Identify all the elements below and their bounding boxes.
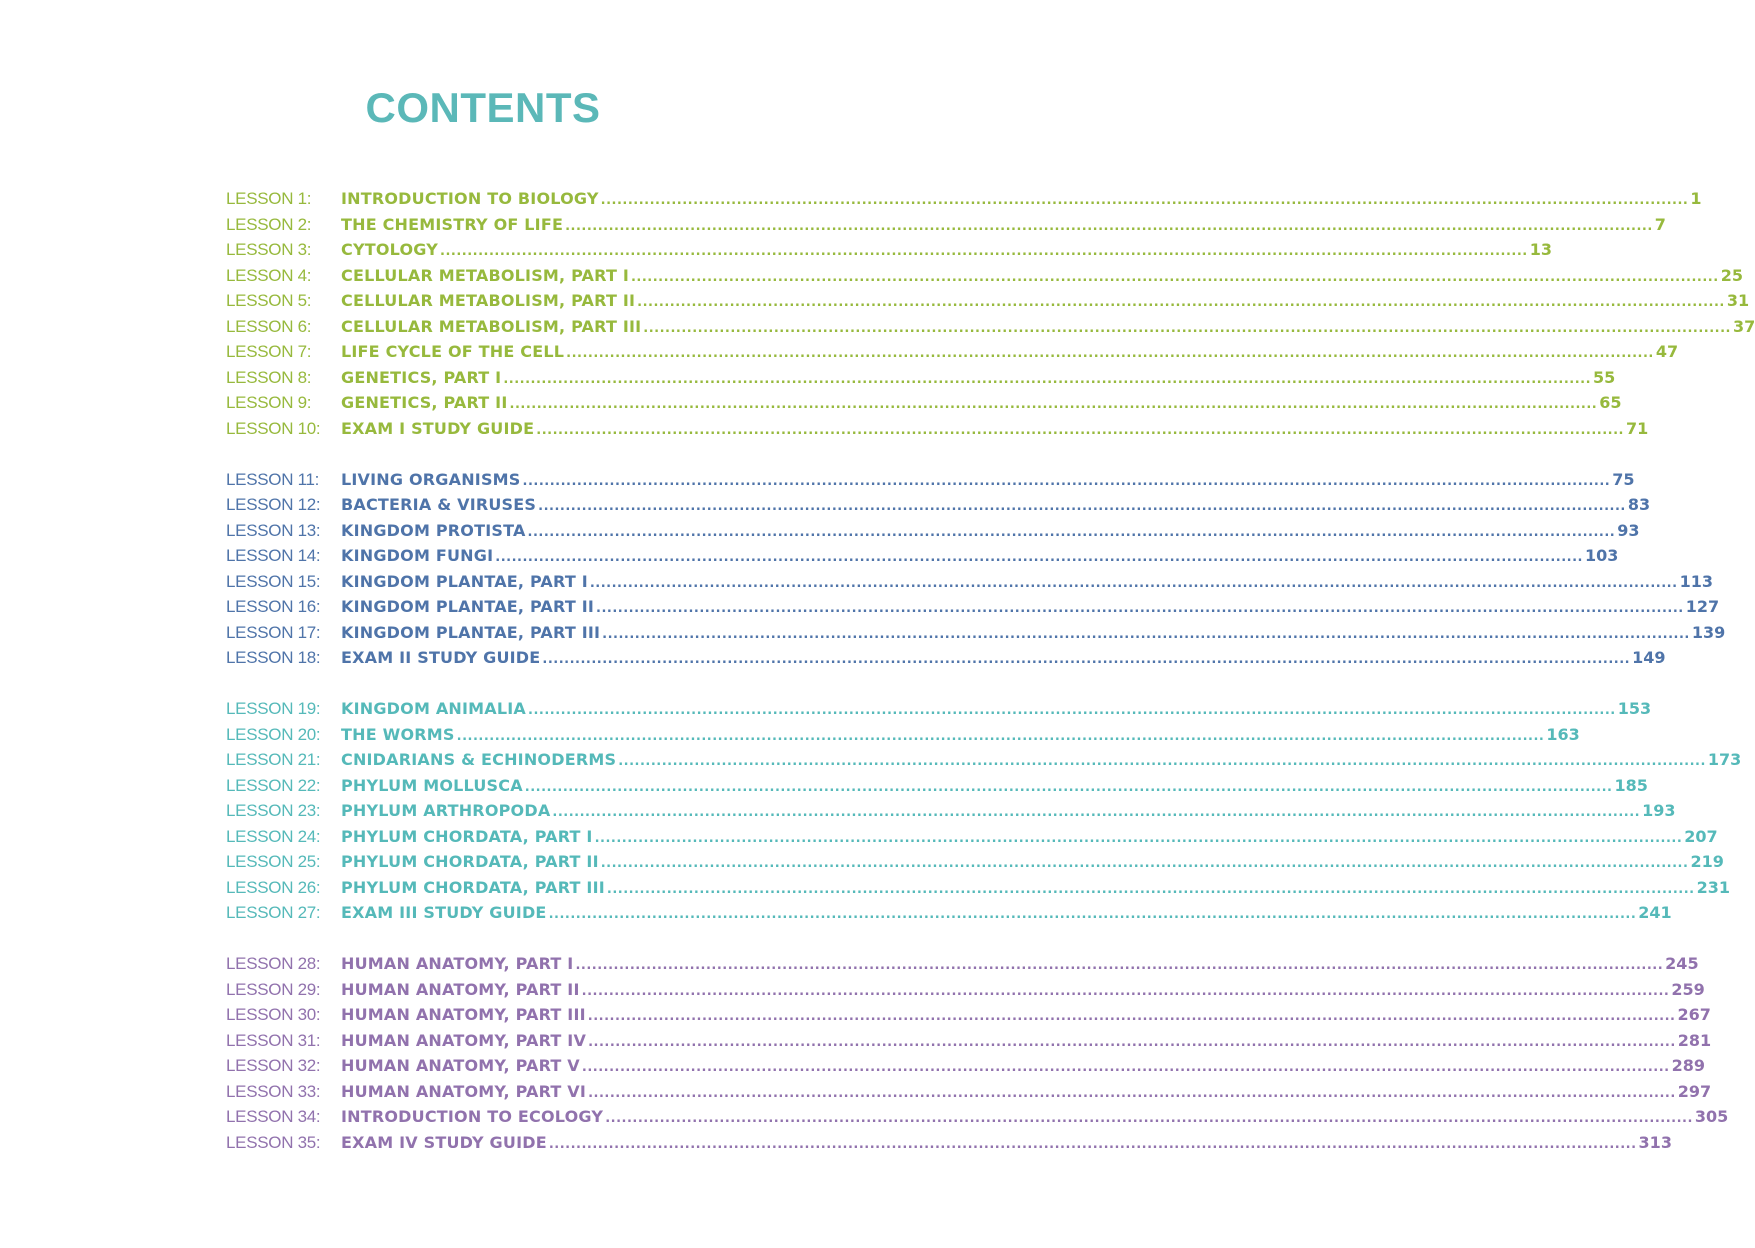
page-number: 193: [1642, 801, 1676, 820]
page-number: 7: [1654, 214, 1666, 234]
dot-leader: ........................................................................................................................................................................................................: [538, 499, 1626, 514]
page-number: 313: [1638, 1132, 1672, 1152]
dot-leader: ........................................................................................................................................................................................................: [565, 218, 1653, 234]
toc-entry[interactable]: [226, 875, 1730, 901]
toc-entry[interactable]: [226, 212, 1666, 238]
dot-leader: ........................................................................................................................................................................................................: [588, 1034, 1676, 1050]
lesson-title: CYTOLOGY: [341, 240, 439, 259]
toc-entry[interactable]: [226, 696, 1652, 722]
dot-leader: ........................................................................................................................................................................................................: [440, 244, 1528, 259]
lesson-number: LESSON 7:: [226, 342, 312, 361]
lesson-title: GENETICS, PART I: [341, 367, 502, 387]
lesson-title: EXAM IV STUDY GUIDE: [341, 1132, 547, 1152]
toc-entry[interactable]: [226, 849, 1724, 875]
page-number: 55: [1593, 367, 1616, 387]
lesson-number: LESSON 3:: [226, 240, 312, 259]
page-number: 289: [1671, 1056, 1706, 1075]
lesson-title: PHYLUM CHORDATA, PART II: [341, 852, 599, 871]
toc-entry[interactable]: [226, 722, 1580, 748]
toc-entry[interactable]: [226, 467, 1635, 493]
toc-entry[interactable]: [226, 1104, 1729, 1130]
lesson-number: LESSON 34:: [226, 1107, 321, 1126]
toc-entry[interactable]: [226, 773, 1648, 799]
dot-leader: ........................................................................................................................................................................................................: [637, 295, 1725, 310]
page-number: 75: [1612, 469, 1635, 489]
lesson-title: EXAM II STUDY GUIDE: [341, 648, 541, 667]
lesson-number: LESSON 5:: [226, 291, 312, 310]
page-number: 149: [1632, 648, 1666, 667]
page-number: 127: [1685, 597, 1720, 616]
toc-entry[interactable]: [226, 1002, 1711, 1028]
dot-leader: ........................................................................................................................................................................................................: [548, 907, 1637, 922]
toc-entry[interactable]: [226, 569, 1713, 595]
dot-leader: ........................................................................................................................................................................................................: [524, 779, 1613, 795]
toc-entry[interactable]: [226, 798, 1676, 824]
lesson-title: KINGDOM PLANTAE, PART I: [341, 571, 588, 591]
dot-leader: ........................................................................................................................................................................................................: [602, 626, 1690, 642]
toc-entry[interactable]: [226, 951, 1699, 977]
page-number: 153: [1617, 699, 1652, 718]
dot-leader: ........................................................................................................................................................................................................: [600, 856, 1689, 871]
toc-section: [226, 696, 1742, 926]
lesson-number: LESSON 21:: [226, 750, 321, 769]
dot-leader: ........................................................................................................................................................................................................: [542, 652, 1631, 667]
lesson-number: LESSON 9:: [226, 393, 312, 412]
dot-leader: ........................................................................................................................................................................................................: [528, 703, 1616, 718]
toc-entry[interactable]: [226, 288, 1750, 314]
page-number: 93: [1617, 520, 1640, 540]
lesson-title: LIVING ORGANISMS: [341, 469, 521, 489]
toc-entry[interactable]: [226, 390, 1622, 416]
page-number: 47: [1655, 342, 1679, 361]
page-number: 231: [1696, 877, 1730, 897]
page-number: 103: [1584, 546, 1619, 565]
lesson-number: LESSON 19:: [226, 699, 321, 718]
toc-entry[interactable]: [226, 492, 1651, 518]
lesson-number: LESSON 32:: [226, 1056, 321, 1075]
page-number: 305: [1694, 1107, 1729, 1126]
toc-entry[interactable]: [226, 824, 1718, 850]
dot-leader: ........................................................................................................................................................................................................: [606, 881, 1695, 897]
lesson-number: LESSON 35:: [226, 1132, 321, 1152]
lesson-title: CELLULAR METABOLISM, PART III: [341, 316, 642, 336]
toc-entry[interactable]: [226, 365, 1616, 391]
toc-entry[interactable]: [226, 1130, 1672, 1156]
lesson-title: KINGDOM FUNGI: [341, 546, 494, 565]
toc-entry[interactable]: [226, 314, 1755, 340]
page-number: 297: [1677, 1081, 1712, 1101]
lesson-number: LESSON 29:: [226, 979, 321, 999]
lesson-title: CNIDARIANS & ECHINODERMS: [341, 750, 617, 769]
lesson-number: LESSON 20:: [226, 724, 321, 744]
dot-leader: ........................................................................................................................................................................................................: [536, 422, 1624, 438]
dot-leader: ........................................................................................................................................................................................................: [596, 601, 1684, 616]
lesson-number: LESSON 24:: [226, 826, 321, 846]
lesson-number: LESSON 14:: [226, 546, 321, 565]
page-number: 1: [1690, 189, 1702, 208]
dot-leader: ........................................................................................................................................................................................................: [587, 1009, 1676, 1024]
lesson-title: HUMAN ANATOMY, PART IV: [341, 1030, 587, 1050]
toc-entry[interactable]: [226, 594, 1720, 620]
toc-entry[interactable]: [226, 977, 1705, 1003]
lesson-number: LESSON 18:: [226, 648, 321, 667]
lesson-number: LESSON 2:: [226, 214, 312, 234]
lesson-title: HUMAN ANATOMY, PART III: [341, 1005, 586, 1024]
toc-entry[interactable]: [226, 263, 1743, 289]
dot-leader: ........................................................................................................................................................................................................: [503, 371, 1592, 387]
lesson-title: KINGDOM PLANTAE, PART III: [341, 622, 601, 642]
dot-leader: ........................................................................................................................................................................................................: [643, 320, 1731, 336]
page-title: CONTENTS: [365, 84, 601, 131]
dot-leader: ........................................................................................................................................................................................................: [509, 397, 1598, 412]
lesson-number: LESSON 31:: [226, 1030, 321, 1050]
page-number: 245: [1665, 954, 1699, 973]
lesson-title: INTRODUCTION TO BIOLOGY: [341, 189, 599, 208]
page-number: 281: [1677, 1030, 1712, 1050]
toc-section: [226, 186, 1755, 441]
lesson-title: PHYLUM CHORDATA, PART I: [341, 826, 593, 846]
toc-entry[interactable]: [226, 237, 1553, 263]
page-number: 83: [1627, 495, 1651, 514]
lesson-title: HUMAN ANATOMY, PART VI: [341, 1081, 587, 1101]
page-number: 37: [1733, 316, 1755, 336]
dot-leader: ........................................................................................................................................................................................................: [630, 269, 1719, 285]
lesson-number: LESSON 12:: [226, 495, 321, 514]
page-number: 13: [1529, 240, 1553, 259]
page-number: 25: [1720, 265, 1743, 285]
dot-leader: ........................................................................................................................................................................................................: [566, 346, 1654, 361]
dot-leader: ........................................................................................................................................................................................................: [588, 1085, 1676, 1101]
lesson-title: THE WORMS: [341, 724, 455, 744]
lesson-number: LESSON 28:: [226, 954, 321, 973]
lesson-number: LESSON 25:: [226, 852, 321, 871]
lesson-title: THE CHEMISTRY OF LIFE: [341, 214, 564, 234]
lesson-number: LESSON 15:: [226, 571, 321, 591]
lesson-title: LIFE CYCLE OF THE CELL: [341, 342, 565, 361]
lesson-title: PHYLUM CHORDATA, PART III: [341, 877, 605, 897]
toc-entry[interactable]: [226, 1028, 1712, 1054]
page-number: 71: [1625, 418, 1649, 438]
dot-leader: ........................................................................................................................................................................................................: [495, 550, 1583, 565]
dot-leader: ........................................................................................................................................................................................................: [594, 830, 1683, 846]
table-of-contents: [226, 186, 1755, 1181]
dot-leader: ........................................................................................................................................................................................................: [575, 958, 1664, 973]
dot-leader: ........................................................................................................................................................................................................: [527, 524, 1616, 540]
page-number: 163: [1546, 724, 1580, 744]
lesson-title: BACTERIA & VIRUSES: [341, 495, 537, 514]
toc-section: [226, 951, 1729, 1155]
toc-entry[interactable]: [226, 1053, 1706, 1079]
dot-leader: ........................................................................................................................................................................................................: [552, 805, 1641, 820]
lesson-title: EXAM III STUDY GUIDE: [341, 903, 547, 922]
lesson-title: GENETICS, PART II: [341, 393, 508, 412]
dot-leader: ........................................................................................................................................................................................................: [618, 754, 1706, 769]
dot-leader: ........................................................................................................................................................................................................: [589, 575, 1678, 591]
page-number: 259: [1671, 979, 1705, 999]
toc-entry[interactable]: [226, 1079, 1712, 1105]
page-number: 113: [1679, 571, 1713, 591]
lesson-title: KINGDOM PLANTAE, PART II: [341, 597, 595, 616]
lesson-title: PHYLUM MOLLUSCA: [341, 775, 523, 795]
lesson-title: KINGDOM PROTISTA: [341, 520, 526, 540]
lesson-number: LESSON 8:: [226, 367, 312, 387]
lesson-number: LESSON 17:: [226, 622, 321, 642]
lesson-title: PHYLUM ARTHROPODA: [341, 801, 551, 820]
lesson-number: LESSON 6:: [226, 316, 312, 336]
lesson-number: LESSON 4:: [226, 265, 312, 285]
toc-entry[interactable]: [226, 620, 1726, 646]
lesson-title: INTRODUCTION TO ECOLOGY: [341, 1107, 604, 1126]
toc-entry[interactable]: [226, 645, 1666, 671]
dot-leader: ........................................................................................................................................................................................................: [600, 193, 1689, 208]
lesson-title: HUMAN ANATOMY, PART II: [341, 979, 580, 999]
toc-section: [226, 467, 1726, 671]
page-number: 185: [1614, 775, 1648, 795]
page-number: 267: [1677, 1005, 1711, 1024]
lesson-number: LESSON 13:: [226, 520, 321, 540]
lesson-number: LESSON 27:: [226, 903, 321, 922]
dot-leader: ........................................................................................................................................................................................................: [548, 1136, 1637, 1152]
toc-entry[interactable]: [226, 747, 1742, 773]
toc-entry[interactable]: [226, 416, 1649, 442]
lesson-title: EXAM I STUDY GUIDE: [341, 418, 535, 438]
lesson-number: LESSON 22:: [226, 775, 321, 795]
toc-entry[interactable]: [226, 339, 1679, 365]
lesson-number: LESSON 26:: [226, 877, 321, 897]
lesson-number: LESSON 23:: [226, 801, 321, 820]
dot-leader: ........................................................................................................................................................................................................: [522, 473, 1611, 489]
lesson-title: HUMAN ANATOMY, PART I: [341, 954, 574, 973]
lesson-number: LESSON 16:: [226, 597, 321, 616]
lesson-number: LESSON 1:: [226, 189, 312, 208]
lesson-title: HUMAN ANATOMY, PART V: [341, 1056, 580, 1075]
toc-entry[interactable]: [226, 900, 1672, 926]
page-number: 241: [1638, 903, 1672, 922]
page-number: 31: [1726, 291, 1750, 310]
page-number: 65: [1599, 393, 1622, 412]
lesson-title: CELLULAR METABOLISM, PART II: [341, 291, 636, 310]
page-number: 219: [1690, 852, 1724, 871]
dot-leader: ........................................................................................................................................................................................................: [581, 983, 1670, 999]
page-number: 139: [1691, 622, 1726, 642]
lesson-number: LESSON 30:: [226, 1005, 321, 1024]
lesson-title: CELLULAR METABOLISM, PART I: [341, 265, 629, 285]
lesson-title: KINGDOM ANIMALIA: [341, 699, 527, 718]
dot-leader: ........................................................................................................................................................................................................: [581, 1060, 1670, 1075]
lesson-number: LESSON 10:: [226, 418, 321, 438]
lesson-number: LESSON 33:: [226, 1081, 321, 1101]
toc-entry[interactable]: [226, 543, 1619, 569]
toc-entry[interactable]: [226, 186, 1702, 212]
dot-leader: ........................................................................................................................................................................................................: [456, 728, 1545, 744]
page-number: 207: [1684, 826, 1718, 846]
lesson-number: LESSON 11:: [226, 469, 320, 489]
page-number: 173: [1707, 750, 1742, 769]
dot-leader: ........................................................................................................................................................................................................: [605, 1111, 1693, 1126]
toc-entry[interactable]: [226, 518, 1640, 544]
